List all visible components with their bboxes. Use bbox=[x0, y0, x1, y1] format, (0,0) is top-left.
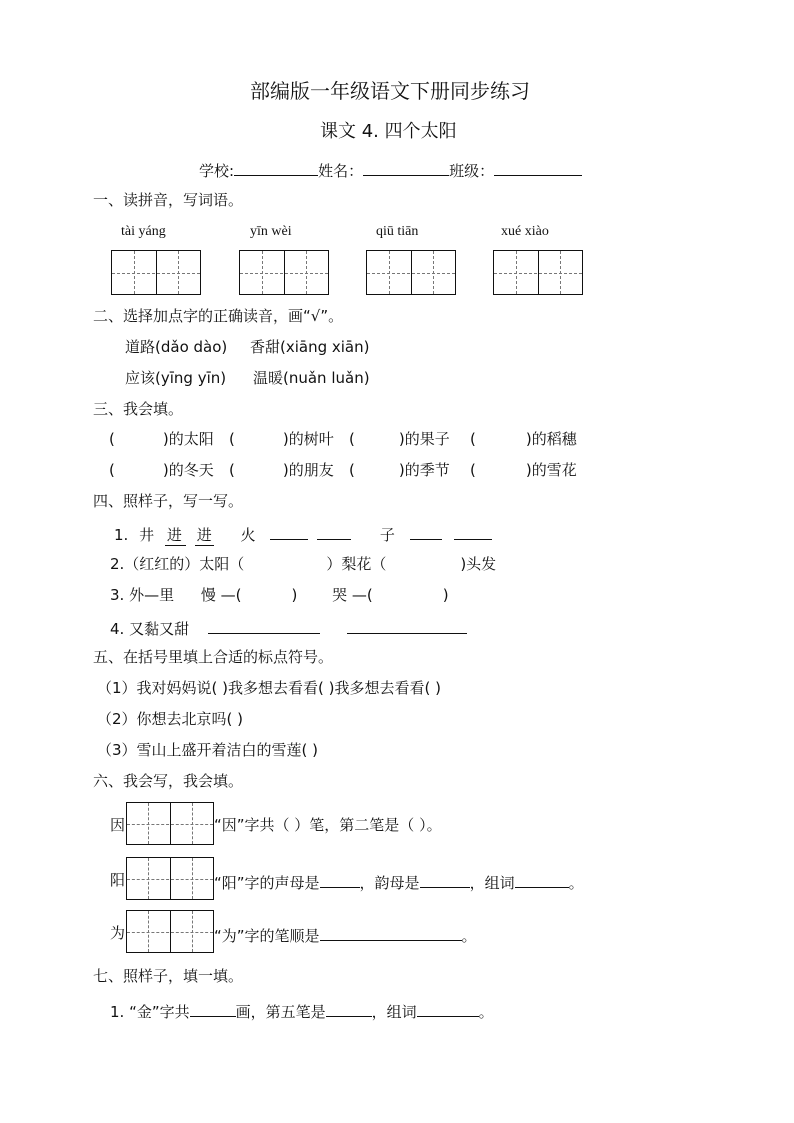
yin-question[interactable]: “因”字共（ ）笔，第二笔是（ ）。 bbox=[214, 816, 442, 834]
reading-choice-2[interactable]: 香甜(xiāng xiān) bbox=[250, 338, 370, 356]
writing-grid-3[interactable] bbox=[366, 250, 456, 295]
char-grid-wei[interactable] bbox=[126, 910, 214, 953]
section-4-heading: 四、照样子，写一写。 bbox=[93, 492, 244, 510]
answer-blank[interactable] bbox=[515, 873, 569, 888]
punctuation-item-1[interactable]: （1）我对妈妈说( )我多想去看看( )我多想去看看( ) bbox=[97, 679, 441, 697]
answer-blank[interactable] bbox=[410, 525, 442, 540]
answer-blank[interactable] bbox=[454, 525, 492, 540]
answer-blank[interactable] bbox=[326, 1002, 372, 1017]
class-field[interactable] bbox=[494, 161, 582, 176]
pinyin-2: yīn wèi bbox=[250, 224, 292, 239]
pinyin-4: xué xiào bbox=[501, 224, 549, 239]
char-yin: 因 bbox=[110, 816, 126, 834]
section-5-heading: 五、在括号里填上合适的标点符号。 bbox=[93, 648, 334, 666]
section-1-heading: 一、读拼音，写词语。 bbox=[93, 191, 244, 209]
example-line-4: 4. 又黏又甜 bbox=[110, 619, 467, 637]
char-wei: 为 bbox=[110, 924, 126, 942]
pinyin-1: tài yáng bbox=[121, 224, 166, 239]
section-3-heading: 三、我会填。 bbox=[93, 400, 184, 418]
fill-word: 的季节 bbox=[404, 461, 450, 479]
answer-blank[interactable] bbox=[270, 525, 308, 540]
reading-choice-3[interactable]: 应该(yīng yīn) bbox=[125, 369, 227, 387]
fill-word: 的果子 bbox=[404, 430, 450, 448]
section-2-heading: 二、选择加点字的正确读音，画“√”。 bbox=[93, 307, 344, 325]
fill-row-2: ( )的冬天 bbox=[109, 461, 214, 479]
char-grid-yin[interactable] bbox=[126, 802, 214, 845]
char-grid-yang[interactable] bbox=[126, 857, 214, 900]
reading-choice-4[interactable]: 温暖(nuǎn luǎn) bbox=[253, 369, 370, 387]
punctuation-item-2[interactable]: （2）你想去北京吗( ) bbox=[97, 710, 244, 728]
fill-word: 的太阳 bbox=[168, 430, 214, 448]
example-line-2: 2.（红红的）太阳（ ）梨花（ )头发 bbox=[110, 555, 497, 573]
fill-word: 的树叶 bbox=[288, 430, 334, 448]
fill-row-1: ( )的太阳 bbox=[109, 430, 214, 448]
jin-question: 1. “金”字共 画，第五笔是 ，组词 。 bbox=[110, 1003, 494, 1021]
answer-blank[interactable] bbox=[190, 1002, 236, 1017]
answer-blank[interactable] bbox=[320, 873, 360, 888]
answer-blank[interactable] bbox=[417, 1002, 479, 1017]
wei-question: “为”字的笔顺是 。 bbox=[214, 927, 477, 945]
answer-blank[interactable] bbox=[347, 619, 467, 634]
reading-choice-1[interactable]: 道路(dǎo dào) bbox=[125, 338, 228, 356]
answer-blank[interactable] bbox=[208, 619, 320, 634]
fill-word: 的稻穗 bbox=[531, 430, 577, 448]
school-label: 学校: bbox=[199, 162, 235, 180]
fill-word: 的冬天 bbox=[168, 461, 214, 479]
answer-blank[interactable] bbox=[320, 926, 462, 941]
worksheet-title: 部编版一年级语文下册同步练习 bbox=[250, 79, 530, 103]
name-label: 姓名： bbox=[318, 162, 364, 180]
writing-grid-1[interactable] bbox=[111, 250, 201, 295]
yang-question: “阳”字的声母是 ，韵母是 ，组词 。 bbox=[214, 874, 584, 892]
school-field[interactable] bbox=[234, 161, 318, 176]
char-yang: 阳 bbox=[110, 871, 126, 889]
fill-word: 的朋友 bbox=[288, 461, 334, 479]
name-field[interactable] bbox=[363, 161, 449, 176]
section-7-heading: 七、照样子，填一填。 bbox=[93, 967, 244, 985]
punctuation-item-3[interactable]: （3）雪山上盛开着洁白的雪莲( ) bbox=[97, 741, 319, 759]
example-line-1: 1. 井 进 进 火 子 bbox=[114, 525, 492, 543]
writing-grid-4[interactable] bbox=[493, 250, 583, 295]
fill-word: 的雪花 bbox=[531, 461, 577, 479]
example-line-3: 3. 外—里 慢 —( ) 哭 —( ) bbox=[110, 586, 449, 604]
writing-grid-2[interactable] bbox=[239, 250, 329, 295]
answer-blank[interactable] bbox=[420, 873, 470, 888]
class-label: 班级： bbox=[449, 162, 495, 180]
info-line bbox=[199, 161, 582, 179]
section-6-heading: 六、我会写，我会填。 bbox=[93, 772, 244, 790]
answer-blank[interactable] bbox=[317, 525, 351, 540]
lesson-title: 课文 4. 四个太阳 bbox=[320, 121, 457, 142]
pinyin-3: qiū tiān bbox=[376, 224, 419, 239]
